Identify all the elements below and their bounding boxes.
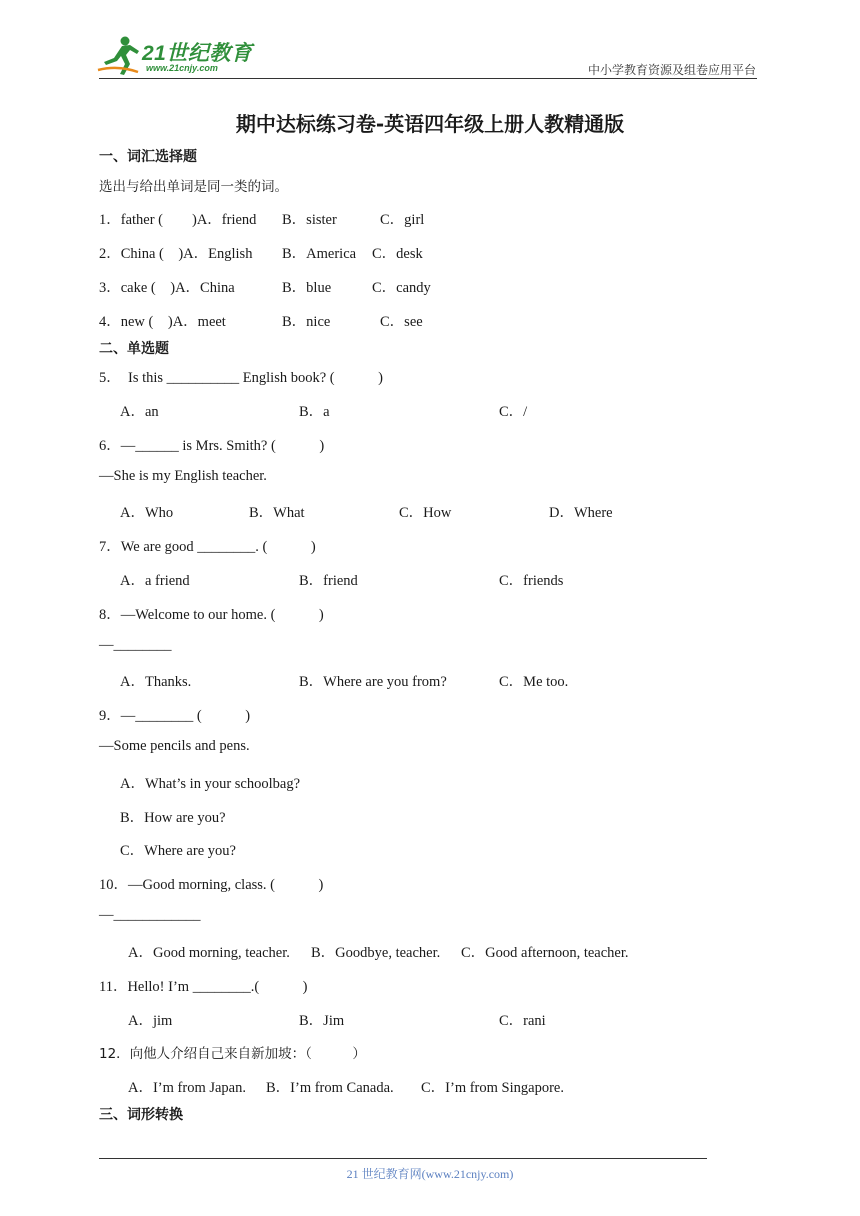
section-instruction: 选出与给出单词是同一类的词。: [99, 179, 288, 195]
question-11-option-b: B．Jim: [299, 1013, 345, 1029]
question-8-answer-line: —________: [99, 637, 172, 653]
question-2-option-c: C．desk: [372, 246, 423, 262]
logo-text: 21世纪教育: [142, 42, 253, 65]
question-9-option-a: A．What’s in your schoolbag?: [120, 776, 301, 792]
question-10-option-a: A．Good morning, teacher.: [128, 945, 290, 961]
header-divider: [99, 78, 757, 79]
question-6-stem: 6．—______ is Mrs. Smith? ( ): [99, 438, 325, 454]
question-9-stem: 9．—________ ( ): [99, 708, 251, 724]
question-10-option-c: C．Good afternoon, teacher.: [461, 945, 629, 961]
question-2-option-b: B．America: [282, 246, 357, 262]
question-3-stem: 3．cake ( )A．China: [99, 280, 235, 296]
question-6-option-a: A．Who: [120, 505, 174, 521]
question-7-option-a: A．a friend: [120, 573, 190, 589]
question-4-option-c: C．see: [380, 314, 423, 330]
question-11-option-a: A．jim: [128, 1013, 173, 1029]
question-8-option-c: C．Me too.: [499, 674, 569, 690]
question-7-stem: 7．We are good ________. ( ): [99, 539, 316, 555]
header-platform-text: 中小学教育资源及组卷应用平台: [587, 63, 756, 77]
question-6-option-d: D．Where: [549, 505, 613, 521]
question-11-stem: 11．Hello! I’m ________.( ): [99, 979, 308, 995]
question-9-option-b: B．How are you?: [120, 810, 226, 826]
footer-divider: [99, 1158, 707, 1159]
question-4-stem: 4．new ( )A．meet: [99, 314, 226, 330]
question-12-stem: 12．向他人介绍自己来自新加坡：（ ）: [99, 1046, 366, 1062]
question-3-option-c: C．candy: [372, 280, 431, 296]
question-4-option-b: B．nice: [282, 314, 331, 330]
logo-url: www.21cnjy.com: [146, 63, 218, 73]
question-8-option-b: B．Where are you from?: [299, 674, 447, 690]
question-12-option-c: C．I’m from Singapore.: [421, 1080, 564, 1096]
question-7-option-b: B．friend: [299, 573, 358, 589]
question-6-option-c: C．How: [399, 505, 452, 521]
section-heading-vocab: 一、词汇选择题: [99, 149, 197, 165]
question-11-option-c: C．rani: [499, 1013, 546, 1029]
question-10-stem: 10．—Good morning, class. ( ): [99, 877, 324, 893]
question-10-option-b: B．Goodbye, teacher.: [311, 945, 441, 961]
question-5-option-b: B．a: [299, 404, 330, 420]
question-8-stem: 8．—Welcome to our home. ( ): [99, 607, 324, 623]
question-7-option-c: C．friends: [499, 573, 564, 589]
question-12-option-a: A．I’m from Japan.: [128, 1080, 246, 1096]
question-3-option-b: B．blue: [282, 280, 332, 296]
question-1-stem: 1．father ( )A．friend: [99, 212, 257, 228]
question-5-option-a: A．an: [120, 404, 159, 420]
question-1-option-c: C．girl: [380, 212, 425, 228]
question-1-option-b: B．sister: [282, 212, 337, 228]
question-6-answer-line: —She is my English teacher.: [99, 468, 267, 484]
question-2-stem: 2．China ( )A．English: [99, 246, 253, 262]
question-9-answer-line: —Some pencils and pens.: [99, 738, 250, 754]
question-6-option-b: B．What: [249, 505, 305, 521]
site-logo: [92, 34, 262, 78]
question-12-option-b: B．I’m from Canada.: [266, 1080, 394, 1096]
section-heading-single-choice: 二、单选题: [99, 341, 169, 357]
footer-text: 21 世纪教育网(www.21cnjy.com): [346, 1167, 514, 1181]
page-title: 期中达标练习卷-英语四年级上册人教精通版: [235, 112, 625, 136]
section-heading-word-forms: 三、词形转换: [99, 1107, 183, 1123]
question-5-option-c: C．/: [499, 404, 528, 420]
question-9-option-c: C．Where are you?: [120, 843, 236, 859]
runner-icon: [92, 34, 144, 78]
question-8-option-a: A．Thanks.: [120, 674, 192, 690]
question-5-stem: 5． Is this __________ English book? ( ): [99, 370, 383, 386]
question-10-answer-line: —____________: [99, 907, 201, 923]
